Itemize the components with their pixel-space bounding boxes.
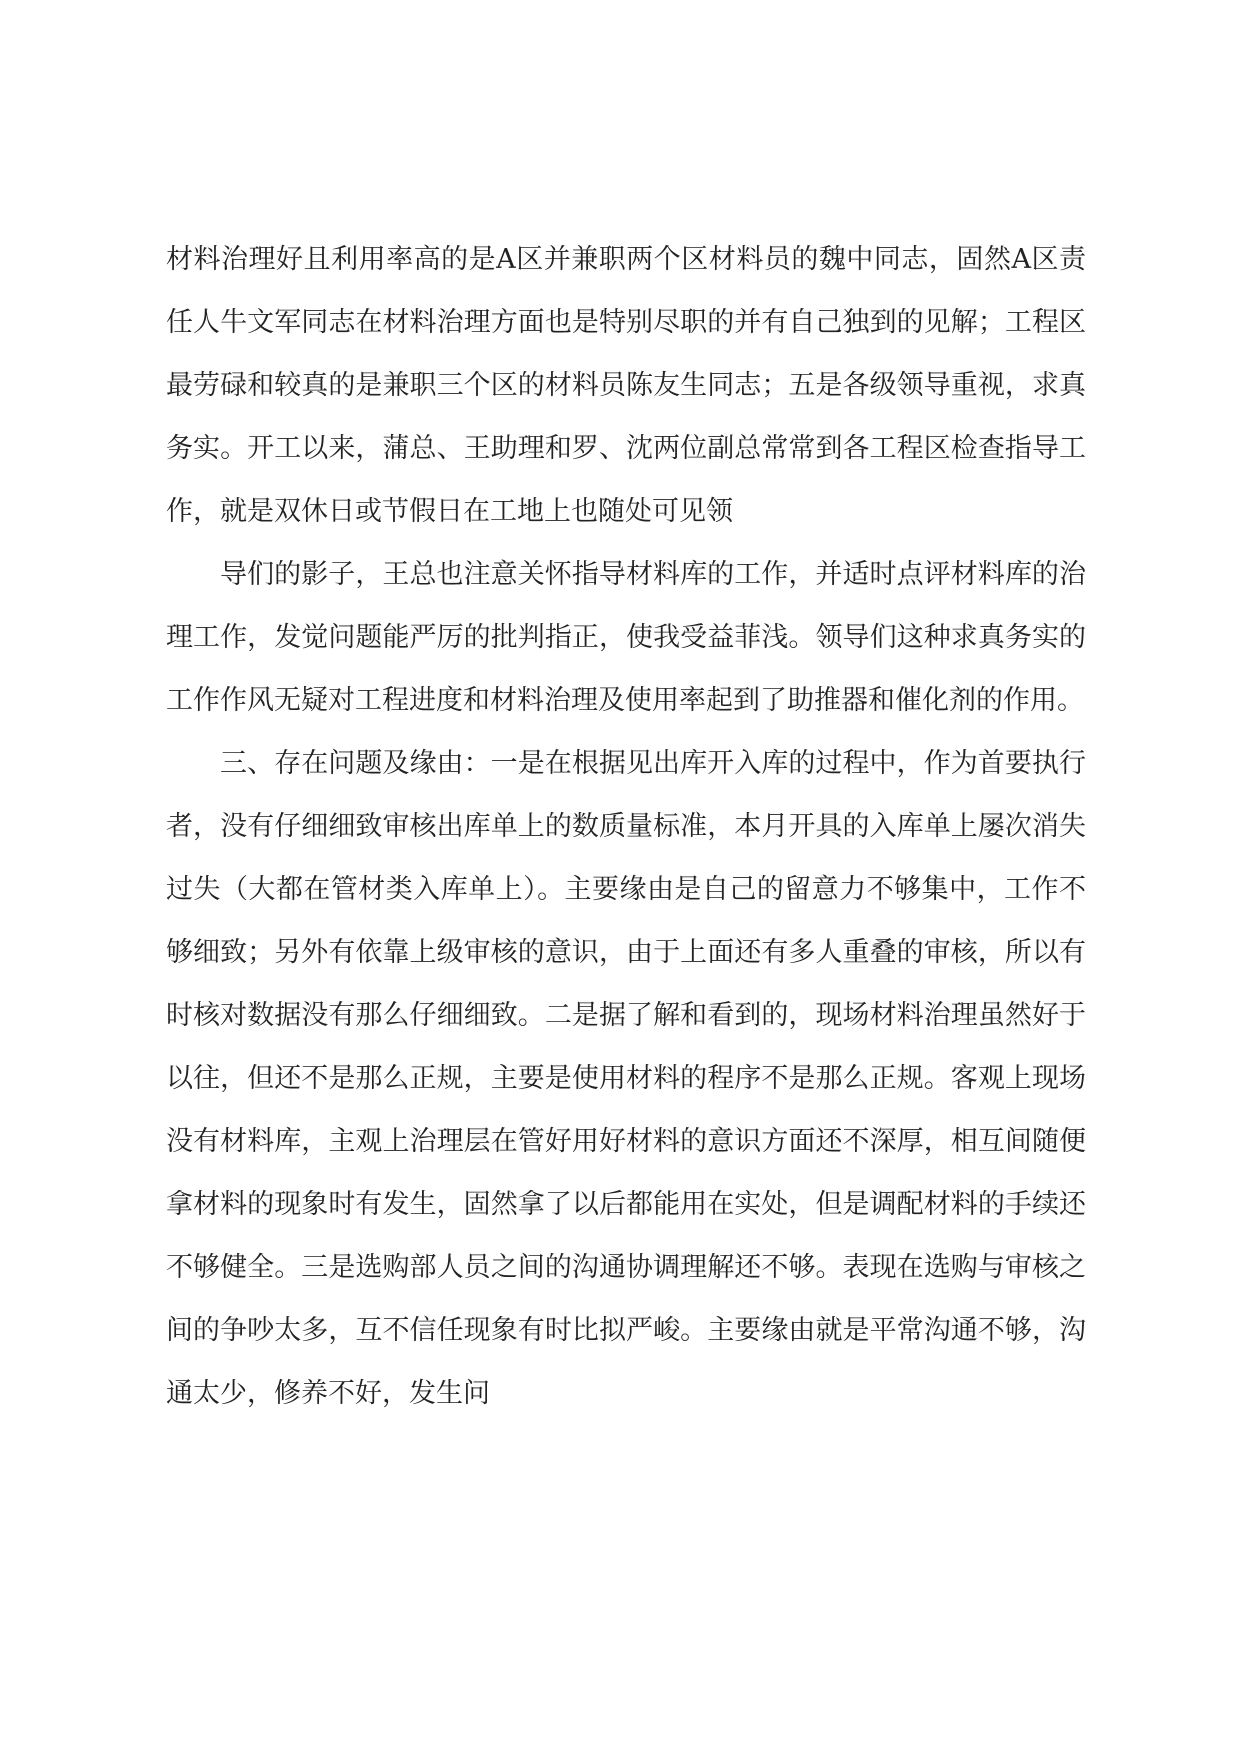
paragraph-2: 导们的影子，王总也注意关怀指导材料库的工作，并适时点评材料库的治理工作，发觉问题能严厉的批判指正，使我受益菲浅。领导们这种求真务实的工作作风无疑对工程进度和材料治理及使用率起到了助推器和催化剂的作用。 — [166, 559, 1086, 716]
paragraph-3: 三、存在问题及缘由：一是在根据见出库开入库的过程中，作为首要执行者，没有仔细细致审核出库单上的数质量标准，本月开具的入库单上屡次消失过失（大都在管材类入库单上）。主要缘由是自己的留意力不够集中，工作不够细致；另外有依靠上级审核的意识，由于上面还有多人重叠的审核，所以有时核对数据没有那么仔细细致。二是据了解和看到的，现场材料治理虽然好于以往，但还不是那么正规，主要是使用材料的程序不是那么正规。客观上现场没有材料库，主观上治理层在管好用好材料的意识方面还不深厚，相互间随便拿材料的现象时有发生，固然拿了以后都能用在实处，但是调配材料的手续还不够健全。三是选购部人员之间的沟通协调理解还不够。表现在选购与审核之间的争吵太多，互不信任现象有时比拟严峻。主要缘由就是平常沟通不够，沟通太少，修养不好，发生问 — [166, 748, 1086, 1409]
paragraph-1: 材料治理好且利用率高的是A区并兼职两个区材料员的魏中同志，固然A区责任人牛文军同志在材料治理方面也是特别尽职的并有自己独到的见解；工程区最劳碌和较真的是兼职三个区的材料员陈友生同志；五是各级领导重视，求真务实。开工以来，蒲总、王助理和罗、沈两位副总常常到各工程区检查指导工作，就是双休日或节假日在工地上也随处可见领 — [166, 244, 1086, 527]
document-body — [166, 228, 1086, 1425]
